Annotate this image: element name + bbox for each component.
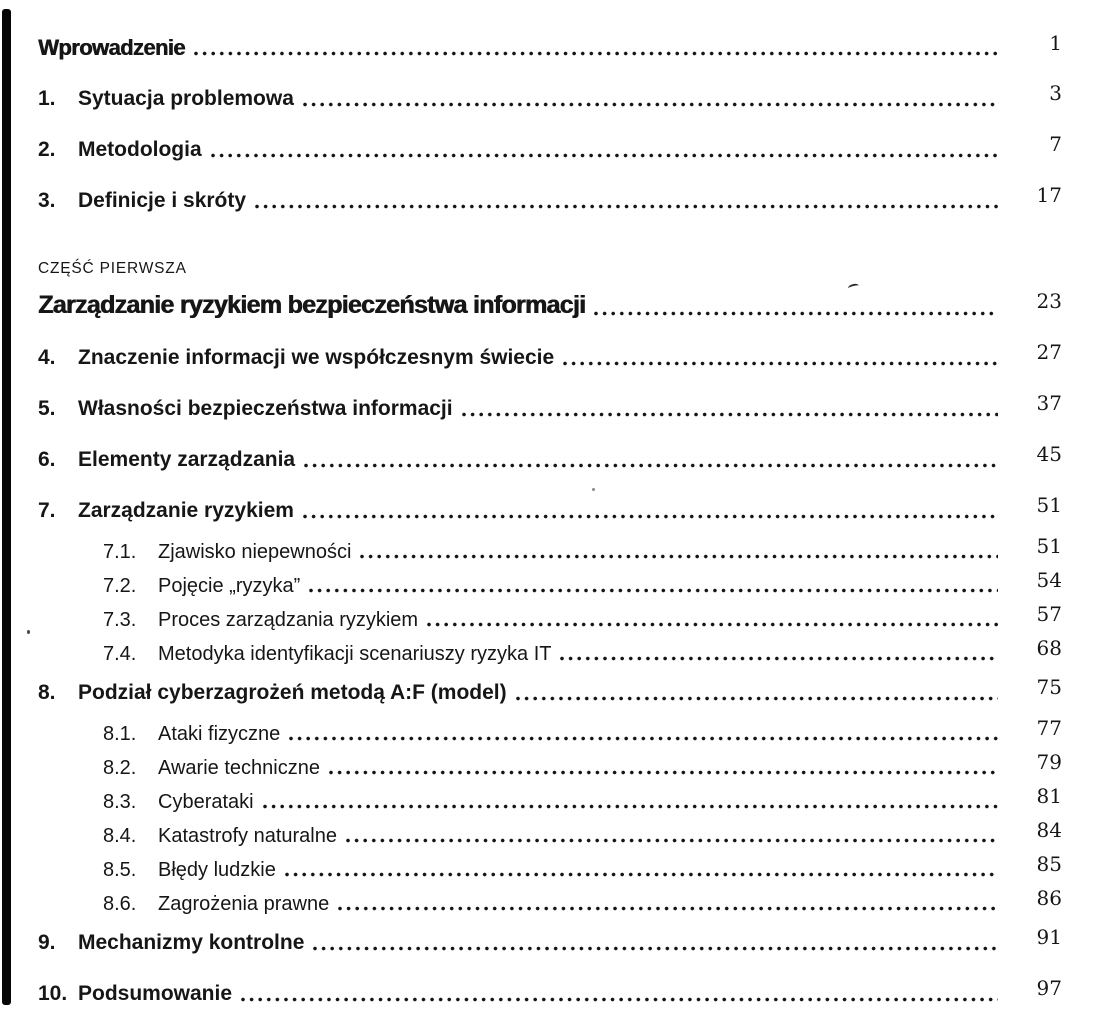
toc-entry (38, 886, 1062, 915)
toc-entry-number: 8.1. (103, 723, 137, 745)
dot-leader (560, 656, 998, 661)
toc-entry-title: Zjawisko niepewności (158, 541, 352, 563)
toc-entry (38, 81, 1062, 111)
scan-gutter-shadow (2, 9, 11, 1005)
toc-entry (38, 636, 1062, 665)
dot-leader (289, 736, 998, 741)
part-section-label: CZĘŚĆ PIERWSZA (38, 260, 187, 277)
page-number: 3 (1049, 81, 1062, 105)
toc-entry (38, 391, 1062, 421)
toc-entry-number: 8.5. (103, 859, 137, 881)
dot-leader (516, 696, 998, 701)
dot-leader (241, 997, 998, 1002)
toc-entry (38, 442, 1062, 472)
dot-leader (303, 102, 998, 107)
toc-entry-title: Pojęcie „ryzyka” (158, 575, 301, 597)
toc-entry (38, 925, 1062, 955)
table-of-contents (38, 31, 1062, 1006)
toc-entry-number: 8.3. (103, 791, 137, 813)
dot-leader (427, 622, 998, 627)
page-number: 75 (1036, 675, 1062, 699)
page-number: 51 (1036, 493, 1062, 517)
toc-entry-title: Ataki fizyczne (158, 723, 281, 745)
dot-leader (263, 804, 998, 809)
dot-leader (194, 51, 998, 56)
toc-entry (38, 290, 1062, 320)
toc-entry-number: 7.4. (103, 643, 137, 665)
page-number: 51 (1036, 534, 1062, 558)
toc-entry-number: 8.4. (103, 825, 137, 847)
toc-entry-number: 4. (38, 346, 56, 369)
dot-leader (329, 770, 998, 775)
toc-entry (38, 750, 1062, 779)
toc-entry-title: Zarządzanie ryzykiem bezpieczeństwa informacji (38, 291, 586, 319)
dot-leader (313, 946, 998, 951)
toc-entry (38, 602, 1062, 631)
dot-leader (594, 311, 998, 316)
toc-entry (38, 818, 1062, 847)
toc-entry-title: Własności bezpieczeństwa informacji (78, 397, 453, 420)
toc-entry-number: 2. (38, 138, 56, 161)
page-number: 1 (1049, 31, 1062, 55)
toc-entry (38, 852, 1062, 881)
page-number: 97 (1036, 976, 1062, 1000)
toc-entry-title: Mechanizmy kontrolne (78, 931, 305, 954)
toc-entry-number: 7.1. (103, 541, 137, 563)
dot-leader (309, 588, 998, 593)
toc-entry-number: 8. (38, 681, 56, 704)
toc-entry-title: Sytuacja problemowa (78, 87, 294, 110)
toc-entry-title: Awarie techniczne (158, 757, 320, 779)
page-number: 7 (1049, 132, 1062, 156)
toc-entry-number: 6. (38, 448, 56, 471)
toc-entry-number: 9. (38, 931, 56, 954)
toc-entry (38, 31, 1062, 60)
toc-entry-title: Podsumowanie (78, 982, 233, 1005)
dot-leader (563, 361, 998, 366)
page-number: 81 (1036, 784, 1062, 808)
dot-leader (338, 906, 998, 911)
toc-entry (38, 716, 1062, 745)
page-number: 91 (1036, 925, 1062, 949)
dot-leader (211, 153, 998, 158)
toc-entry (38, 784, 1062, 813)
page-number: 86 (1036, 886, 1062, 910)
page-number: 27 (1036, 340, 1062, 364)
toc-entry-title: Katastrofy naturalne (158, 825, 337, 847)
toc-entry (38, 568, 1062, 597)
toc-entry-title: Podział cyberzagrożeń metodą A:F (model) (78, 681, 507, 704)
toc-entry-title: Metodyka identyfikacji scenariuszy ryzyka IT (158, 643, 552, 665)
page-number: 23 (1036, 289, 1062, 313)
page-number: 84 (1036, 818, 1062, 842)
toc-entry-number: 8.6. (103, 893, 137, 915)
toc-entry (38, 976, 1062, 1006)
toc-entry-title: Zagrożenia prawne (158, 893, 330, 915)
toc-entry-number: 10. (38, 982, 68, 1005)
toc-entry-number: 8.2. (103, 757, 137, 779)
scan-speck (27, 630, 30, 634)
toc-entry (38, 493, 1062, 523)
toc-entry-number: 1. (38, 87, 56, 110)
dot-leader (285, 872, 998, 877)
dot-leader (303, 514, 998, 519)
toc-entry-title: Proces zarządzania ryzykiem (158, 609, 419, 631)
toc-entry-title: Błędy ludzkie (158, 859, 276, 881)
page-number: 17 (1036, 183, 1062, 207)
toc-entry-title: Znaczenie informacji we współczesnym świecie (78, 346, 555, 369)
page-number: 79 (1036, 750, 1062, 774)
toc-entry (38, 675, 1062, 705)
toc-entry-title: Zarządzanie ryzykiem (78, 499, 294, 522)
toc-entry-title: Metodologia (78, 138, 202, 161)
page-number: 85 (1036, 852, 1062, 876)
toc-entry-title: Elementy zarządzania (78, 448, 296, 471)
dot-leader (304, 463, 998, 468)
page-number: 54 (1036, 568, 1062, 592)
toc-entry-number: 5. (38, 397, 56, 420)
toc-entry-number: 3. (38, 189, 56, 212)
toc-entry (38, 132, 1062, 162)
page-number: 68 (1036, 636, 1062, 660)
dot-leader (462, 412, 998, 417)
toc-entry-number: 7.2. (103, 575, 137, 597)
toc-entry-title: Wprowadzenie (38, 35, 185, 60)
toc-entry-number: 7. (38, 499, 56, 522)
toc-entry (38, 183, 1062, 213)
toc-entry-title: Cyberataki (158, 791, 254, 813)
page-number: 77 (1036, 716, 1062, 740)
toc-entry-number: 7.3. (103, 609, 137, 631)
toc-entry-title: Definicje i skróty (78, 189, 247, 212)
toc-entry (38, 534, 1062, 563)
page-number: 45 (1036, 442, 1062, 466)
dot-leader (255, 204, 998, 209)
page-number: 37 (1036, 391, 1062, 415)
toc-entry (38, 340, 1062, 370)
dot-leader (360, 554, 998, 559)
page-number: 57 (1036, 602, 1062, 626)
dot-leader (346, 838, 998, 843)
